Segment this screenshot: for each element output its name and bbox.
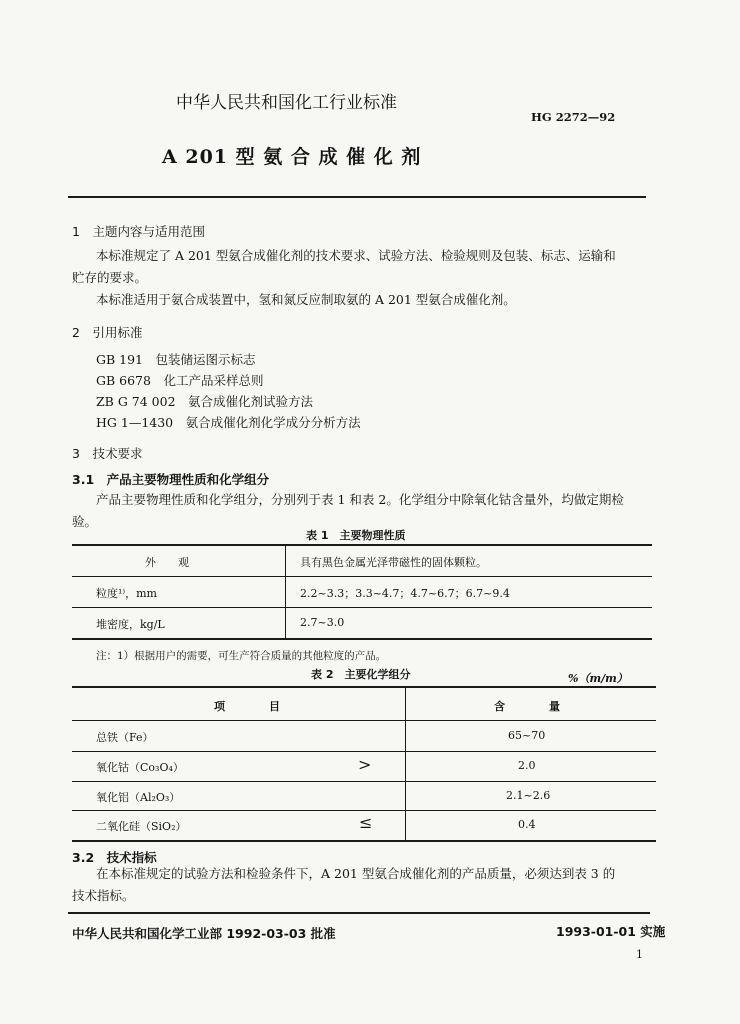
- standard-number: HG 2272—92: [531, 110, 616, 124]
- section-3-2-text-line: 在本标准规定的试验方法和检验条件下，A 201 型氨合成催化剂的产品质量，必须达到表 3 的: [96, 866, 616, 881]
- reference-item: ZB G 74 002 氨合成催化剂试验方法: [96, 394, 314, 409]
- section-3-1-text-line: 产品主要物理性质和化学组分，分别列于表 1 和表 2。化学组分中除氧化钴含量外，均做定期检: [96, 492, 624, 507]
- column-header: 项 目: [214, 700, 280, 713]
- table-rule: [72, 544, 652, 546]
- effective-date: 1993-01-01 实施: [556, 924, 666, 939]
- table-row-value: 具有黑色金属光泽带磁性的固体颗粒。: [300, 556, 487, 569]
- table-row-value: 2.2~3.3；3.3~4.7；4.7~6.7；6.7~9.4: [300, 587, 510, 600]
- section-1-heading: 1 主题内容与适用范围: [72, 224, 205, 239]
- table-2-unit: %（m/m）: [568, 672, 628, 685]
- table-rule: [72, 720, 656, 721]
- table-rule: [285, 544, 286, 639]
- table-row-value: 2.1~2.6: [506, 789, 551, 802]
- table-row-label: 粒度¹⁾，mm: [96, 587, 157, 600]
- title-divider: [68, 196, 646, 198]
- table-rule: [72, 781, 656, 782]
- reference-item: GB 6678 化工产品采样总则: [96, 373, 264, 388]
- table-rule: [72, 686, 656, 688]
- table-row-label: 总铁（Fe）: [96, 731, 154, 744]
- reference-item: HG 1—1430 氨合成催化剂化学成分分析方法: [96, 415, 361, 430]
- section-2-heading: 2 引用标准: [72, 325, 143, 340]
- table-row-value: 2.7~3.0: [300, 616, 345, 629]
- table-row-label: 堆密度，kg/L: [96, 618, 165, 631]
- table-2-caption: 表 2 主要化学组分: [311, 668, 411, 681]
- section-3-2-heading: 3.2 技术指标: [72, 850, 157, 865]
- section-3-1-heading: 3.1 产品主要物理性质和化学组分: [72, 472, 270, 487]
- section-1-paragraph-line: 贮存的要求。: [72, 270, 148, 285]
- table-rule: [72, 751, 656, 752]
- section-3-2-text-line: 技术指标。: [72, 888, 135, 903]
- table-1-note: 注：1）根据用户的需要，可生产符合质量的其他粒度的产品。: [96, 650, 387, 662]
- table-rule: [72, 607, 652, 608]
- comparison-symbol: ≤: [359, 813, 373, 832]
- table-row-label: 外 观: [145, 556, 189, 569]
- table-rule: [72, 576, 652, 577]
- table-rule: [72, 638, 652, 640]
- table-1-caption: 表 1 主要物理性质: [306, 529, 406, 542]
- section-3-1-text-line: 验。: [72, 514, 98, 529]
- section-3-heading: 3 技术要求: [72, 446, 143, 461]
- table-row-value: 2.0: [518, 759, 536, 772]
- section-1-paragraph-line: 本标准规定了 A 201 型氨合成催化剂的技术要求、试验方法、检验规则及包装、标志、运输和: [96, 248, 616, 263]
- table-rule: [72, 810, 656, 811]
- issuing-organization: 中华人民共和国化工行业标准: [176, 93, 397, 113]
- table-row-label: 二氧化硅（SiO₂）: [96, 820, 187, 833]
- table-row-value: 0.4: [518, 818, 536, 831]
- footer-divider: [68, 912, 650, 914]
- section-1-paragraph-2: 本标准适用于氨合成装置中，氢和氮反应制取氨的 A 201 型氨合成催化剂。: [96, 292, 516, 307]
- approval-line: 中华人民共和国化学工业部 1992-03-03 批准: [72, 926, 336, 941]
- table-row-label: 氧化铝（Al₂O₃）: [96, 791, 181, 804]
- table-rule: [72, 840, 656, 842]
- page-number: 1: [636, 948, 643, 961]
- reference-item: GB 191 包装储运图示标志: [96, 352, 256, 367]
- table-rule: [405, 686, 406, 841]
- comparison-symbol: >: [358, 755, 372, 774]
- document-title: A 201 型 氨 合 成 催 化 剂: [162, 146, 422, 168]
- table-row-label: 氧化钴（Co₃O₄）: [96, 761, 184, 774]
- column-header: 含 量: [494, 700, 560, 713]
- table-row-value: 65~70: [508, 729, 546, 742]
